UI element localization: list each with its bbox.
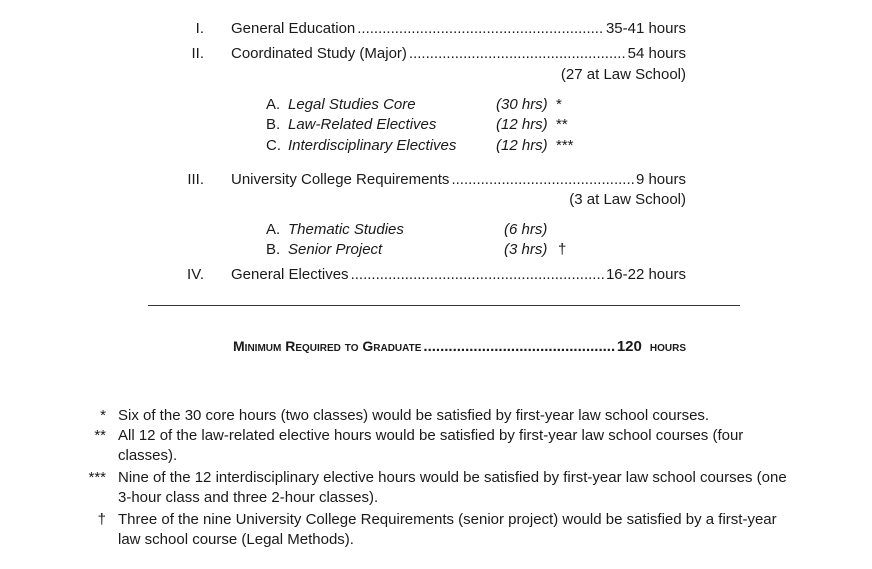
footnote-mark: ***	[556, 137, 574, 154]
section-hours: 35-41 hours	[605, 20, 686, 37]
section-number: III.	[187, 171, 204, 188]
item-hours: (30 hrs)	[496, 96, 548, 113]
section-label: General Electives	[231, 266, 349, 283]
section-row-coordinated-study	[231, 44, 686, 64]
item-hours: (6 hrs)	[504, 221, 548, 238]
minimum-label: Minimum Required to Graduate	[233, 338, 422, 354]
item-hours: (3 hrs)	[504, 241, 548, 258]
minimum-required-row	[233, 336, 686, 357]
major-item-law-related-electives	[266, 115, 436, 135]
section-number: II.	[191, 45, 204, 62]
divider-line	[148, 305, 740, 306]
leader-dots	[423, 337, 614, 357]
footnote-text: Nine of the 12 interdisciplinary elective hours would be satisfied by first-year law school courses (one 3-hour class and three 2-hour classes).	[118, 469, 787, 506]
section-hours: 16-22 hours	[605, 266, 686, 283]
section-sub-note: (27 at Law School)	[560, 66, 686, 83]
section-label: Coordinated Study (Major)	[231, 45, 407, 62]
footnote-mark: †	[97, 511, 106, 528]
footnote-text: Six of the 30 core hours (two classes) would be satisfied by first-year law school courses.	[118, 407, 710, 424]
leader-dots	[357, 19, 604, 39]
major-item-interdisciplinary-electives	[266, 136, 456, 156]
section-number: I.	[195, 20, 204, 37]
section-row-general-electives	[231, 265, 686, 285]
minimum-value: 120	[616, 338, 642, 355]
item-hours: (12 hrs)	[496, 137, 548, 154]
item-letter: A.	[266, 96, 281, 113]
footnote-mark: *	[100, 407, 106, 424]
item-letter: C.	[266, 137, 281, 154]
item-label: Thematic Studies	[288, 221, 404, 238]
section-label: University College Requirements	[231, 171, 450, 188]
item-letter: B.	[266, 241, 281, 258]
section-row-general-education	[231, 19, 686, 39]
major-item-legal-studies-core	[266, 95, 416, 115]
footnote-text: Three of the nine University College Requirements (senior project) would be satisfied by a first-year law school course (Legal Methods).	[118, 511, 777, 548]
item-letter: A.	[266, 221, 281, 238]
footnote-mark: †	[558, 241, 567, 258]
section-label: General Education	[231, 20, 356, 37]
footnote-mark: **	[556, 116, 568, 133]
footnote-mark: **	[94, 427, 106, 444]
item-label: Senior Project	[288, 241, 383, 258]
item-letter: B.	[266, 116, 281, 133]
footnote-mark: *	[556, 96, 562, 113]
item-label: Interdisciplinary Electives	[288, 137, 457, 154]
ucr-item-senior-project	[266, 240, 382, 260]
minimum-unit: hours	[649, 338, 686, 354]
item-hours: (12 hrs)	[496, 116, 548, 133]
section-hours: 9 hours	[635, 171, 686, 188]
section-row-university-college	[231, 170, 686, 190]
leader-dots	[351, 265, 604, 285]
footnote-mark: ***	[88, 469, 106, 486]
section-number: IV.	[187, 266, 204, 283]
section-sub-note: (3 at Law School)	[569, 191, 686, 208]
footnote-text: All 12 of the law-related elective hours would be satisfied by first-year law school courses (four classes).	[118, 427, 744, 464]
item-label: Law-Related Electives	[288, 116, 437, 133]
item-label: Legal Studies Core	[288, 96, 416, 113]
section-hours: 54 hours	[627, 45, 686, 62]
leader-dots	[409, 44, 626, 64]
ucr-item-thematic-studies	[266, 220, 404, 240]
leader-dots	[451, 170, 634, 190]
